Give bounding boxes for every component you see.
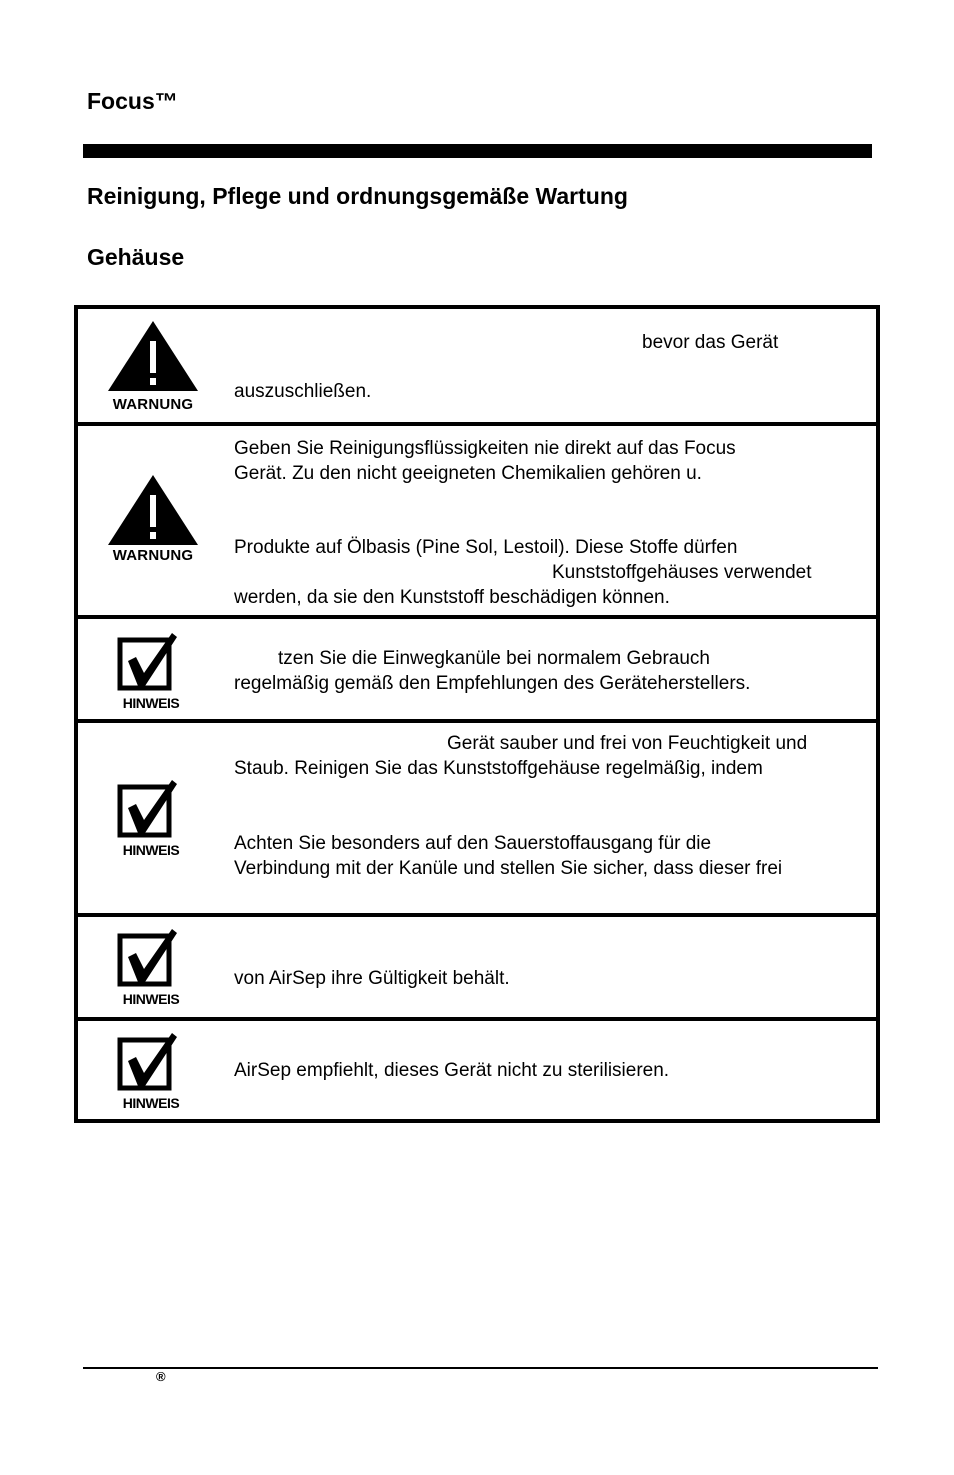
warning-label: WARNUNG [112, 396, 194, 413]
notice-row-note-2 [78, 719, 876, 913]
header-divider [83, 144, 872, 158]
notice-text: bevor das Gerät auszuschließen. [234, 332, 779, 402]
notice-row-note-1 [78, 615, 876, 719]
notice-row-note-4 [78, 1017, 876, 1119]
page-header-title: Focus™ [87, 88, 178, 114]
footer-divider [83, 1367, 878, 1369]
notice-table [74, 305, 880, 1123]
notice-row-warning-2 [78, 422, 876, 615]
notice-text: tzen Sie die Einwegkanüle bei normalem Gebrauch regelmäßig gemäß den Empfehlungen des Geräteherstellers. [234, 648, 751, 694]
notice-text: Gerät sauber und frei von Feuchtigkeit und Staub. Reinigen Sie das Kunststoffgehäuse regelmäßig, indem Achten Sie besonders auf den Sauerstoffausgang für die Verbindung mit der Kanüle und stellen Sie sicher, dass dieser frei [234, 733, 808, 879]
checkmark-icon [110, 1031, 192, 1111]
note-label: HINWEIS [122, 842, 180, 858]
checkmark-icon [110, 778, 192, 858]
section-subtitle: Gehäuse [87, 244, 185, 270]
notice-text: AirSep empfiehlt, dieses Gerät nicht zu sterilisieren. [234, 1060, 670, 1081]
registered-mark: ® [156, 1369, 166, 1384]
note-label: HINWEIS [122, 991, 180, 1007]
checkmark-icon [110, 631, 192, 711]
notice-row-note-3 [78, 913, 876, 1017]
note-label: HINWEIS [122, 695, 180, 711]
checkmark-icon [110, 927, 192, 1007]
section-title: Reinigung, Pflege und ordnungsgemäße Wartung [87, 183, 628, 209]
notice-text: Geben Sie Reinigungsflüssigkeiten nie direkt auf das Focus Gerät. Zu den nicht geeigneten Chemikalien gehören u. Produkte auf Ölbasis (Pine Sol, Lestoil). Diese Stoffe dürfen Kunststoffgehäuses verwendet werden, da sie den Kunststoff beschädigen können. [234, 438, 812, 608]
warning-icon [98, 473, 208, 564]
notice-text: von AirSep ihre Gültigkeit behält. [234, 968, 510, 989]
note-label: HINWEIS [122, 1095, 180, 1111]
warning-icon [98, 319, 208, 413]
notice-row-warning-1 [78, 309, 876, 422]
warning-label: WARNUNG [112, 547, 194, 564]
